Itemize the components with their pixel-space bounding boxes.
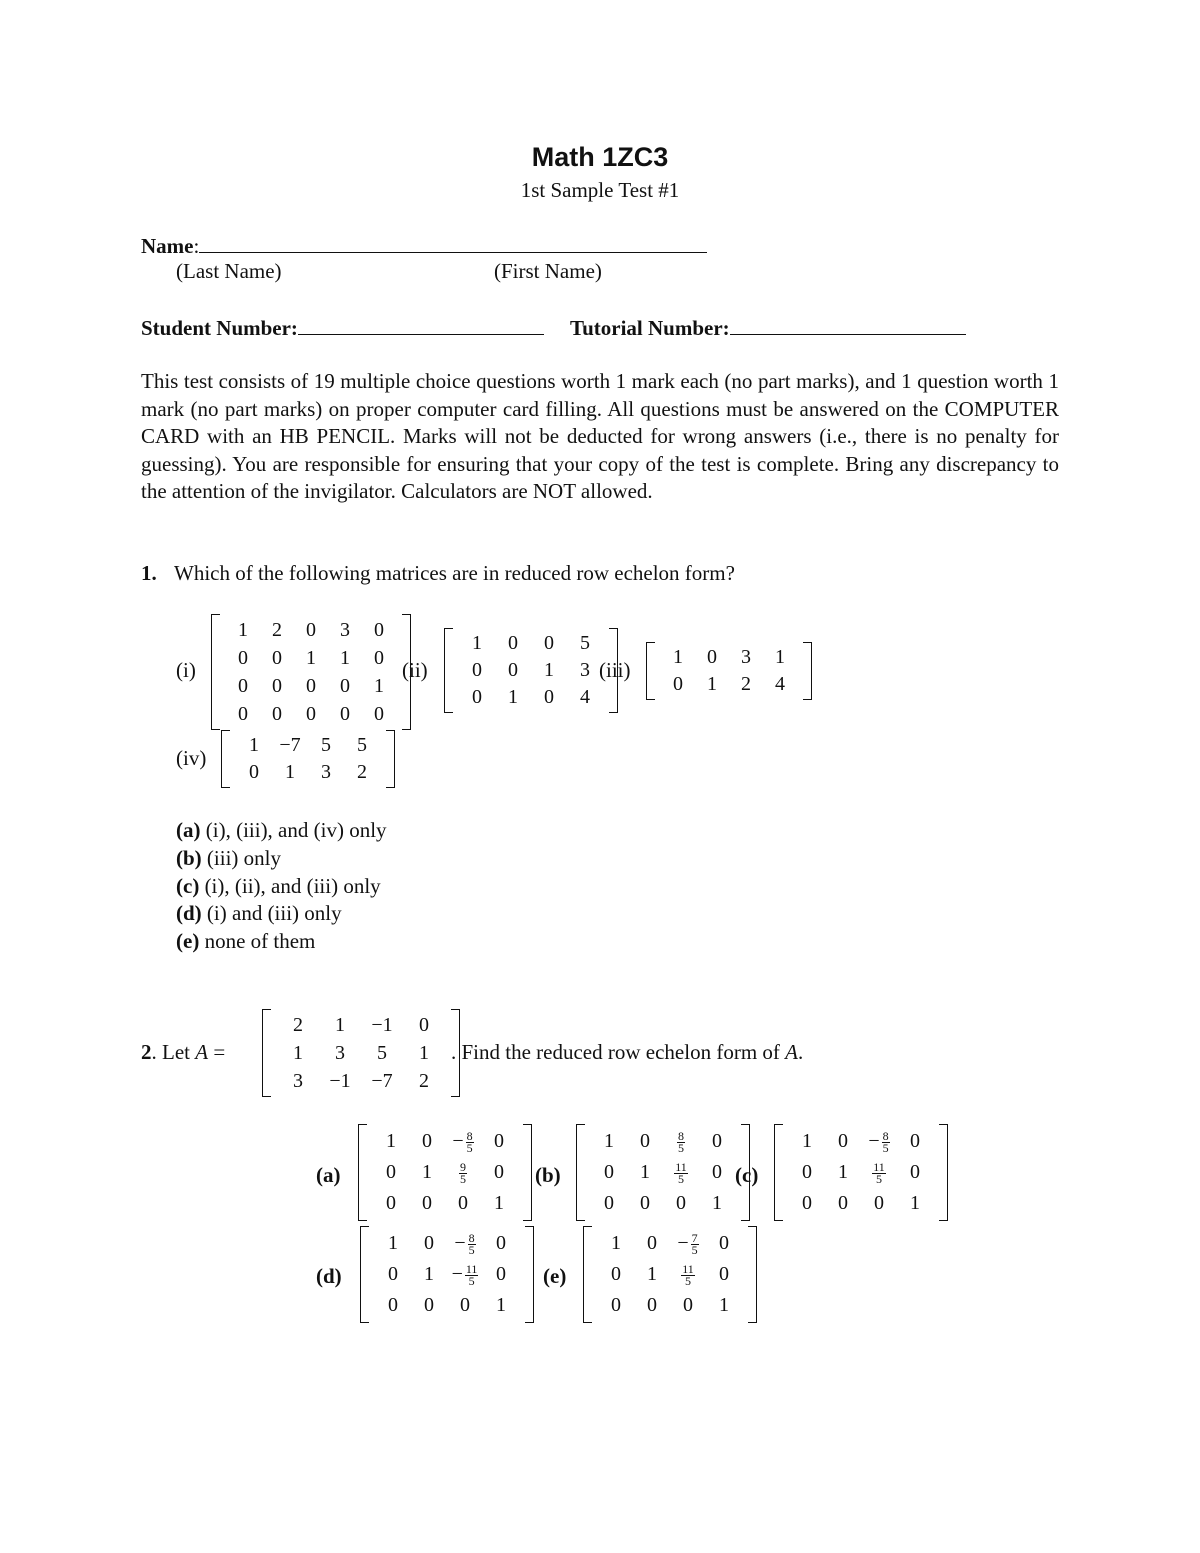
q1-matrix-iii-right-bracket [803,642,812,700]
q2-option-b-matrix-cell-r3c1: 0 [604,1192,614,1214]
q2-option-c-matrix-cell-r1c4: 0 [910,1130,920,1152]
q2-option-b-matrix-cell-r3c2: 0 [640,1192,650,1214]
q1-matrix-iii-cell-r2c2: 1 [707,673,717,695]
q2-option-e-matrix[interactable] [583,1226,757,1323]
q2-option-e-matrix-right-bracket [748,1226,757,1323]
q2-option-d-label[interactable]: (d) [316,1264,342,1288]
q1-matrix-ii-cell-r1c4: 5 [580,632,590,654]
student-number-line[interactable] [298,314,544,335]
tutorial-number-label: Tutorial Number: [570,316,730,340]
q2-option-d-matrix-cell-r1c3: − $\frac{8}{5}$ [454,1230,475,1257]
q2-option-e-matrix-cell-r1c4: 0 [719,1232,729,1254]
q2-option-e-matrix-cell-r3c1: 0 [611,1294,621,1316]
q1-matrix-iii [646,642,812,700]
q2-option-e-matrix-cell-r3c3: 0 [683,1294,693,1316]
q1-matrix-i-cell-r1c5: 0 [374,619,384,641]
page-title: Math 1ZC3 [531,142,669,172]
q2-option-e-matrix-cell-r2c4: 0 [719,1263,729,1285]
q2-option-e-matrix-left-bracket [583,1226,592,1323]
q2-option-b-matrix[interactable] [576,1124,750,1221]
q1-matrix-i-cell-r3c2: 0 [272,675,282,697]
q1-matrix-iii-cell-r1c1: 1 [673,646,683,668]
q1-matrix-ii-label: (ii) [402,658,428,682]
q2-option-a-matrix-cell-r3c2: 0 [422,1192,432,1214]
q1-matrix-i-left-bracket [211,614,220,730]
q1-matrix-i-cell-r2c3: 1 [306,647,316,669]
q1-matrix-ii-cell-r2c2: 0 [508,659,518,681]
q2-matrix-a-cell-r2c3: 5 [377,1042,387,1064]
q1-matrix-iv-cell-r1c3: 5 [321,734,331,756]
q2-option-a-matrix-cell-r2c2: 1 [422,1161,432,1183]
q2-option-a-matrix-cell-r3c4: 1 [494,1192,504,1214]
q2-option-a-matrix-cell-r1c3: − $\frac{8}{5}$ [452,1128,473,1155]
instructions-paragraph: This test consists of 19 multiple choice questions worth 1 mark each (no part marks), and 1 question worth 1 mark (no part marks) on proper computer card filling. All questions must be answered on the COMPUTER CARD with an HB PENCIL. Marks will not be deducted for wrong answers (i.e., there is no penalty for guessing). You are responsible for ensuring that your copy of the test is complete. Bring any discrepancy to the attention of the invigilator. Calculators are NOT allowed. [141,369,1059,504]
q2-matrix-a-cell-r2c1: 1 [293,1042,303,1064]
q2-option-d-matrix-cell-r1c1: 1 [388,1232,398,1254]
q2-option-d-matrix-cell-r2c1: 0 [388,1263,398,1285]
q2-option-d-matrix-cell-r1c2: 0 [424,1232,434,1254]
q2-option-a-matrix-cell-r1c2: 0 [422,1130,432,1152]
student-number-label: Student Number: [141,316,298,340]
q2-option-c-label[interactable]: (c) [735,1163,759,1187]
q2-option-e-matrix-cell-r3c2: 0 [647,1294,657,1316]
q2-option-c-matrix-cell-r2c2: 1 [838,1161,848,1183]
q2-option-d-matrix-cell-r2c3: − $\frac{11}{5}$ [451,1261,478,1288]
q2-option-c-matrix-cell-r3c3: 0 [874,1192,884,1214]
q1-matrix-ii-cell-r2c1: 0 [472,659,482,681]
q1-matrix-iii-cell-r1c2: 0 [707,646,717,668]
page-subtitle: 1st Sample Test #1 [520,178,680,202]
q1-matrix-i [211,614,411,730]
q1-matrix-i-cell-r4c3: 0 [306,703,316,725]
q2-option-e-matrix-cell-r2c1: 0 [611,1263,621,1285]
q2-option-e-matrix-cell-r1c3: − $\frac{7}{5}$ [677,1230,698,1257]
q2-option-a-matrix-cell-r1c4: 0 [494,1130,504,1152]
q2-option-b-matrix-cell-r1c4: 0 [712,1130,722,1152]
q1-matrix-iv-cell-r2c2: 1 [285,761,295,783]
q2-option-b-matrix-cell-r3c4: 1 [712,1192,722,1214]
q1-matrix-i-cell-r2c4: 1 [340,647,350,669]
q2-option-c-matrix-cell-r2c1: 0 [802,1161,812,1183]
q2-option-d-matrix[interactable] [360,1226,534,1323]
q1-matrix-i-label: (i) [176,658,196,682]
q1-matrix-iv-cell-r1c2: −7 [279,734,301,756]
question-2-number: 2 [141,1040,152,1064]
q2-option-b-matrix-cell-r1c3: $\frac{8}{5}$ [678,1128,684,1155]
q1-option-d[interactable]: (d) (i) and (iii) only [176,901,342,925]
q2-option-a-matrix-left-bracket [358,1124,367,1221]
q1-matrix-iv-cell-r1c1: 1 [249,734,259,756]
q1-matrix-i-cell-r3c1: 0 [238,675,248,697]
q2-option-c-matrix-cell-r1c3: − $\frac{8}{5}$ [868,1128,889,1155]
q2-option-d-matrix-left-bracket [360,1226,369,1323]
q1-matrix-iv-cell-r2c4: 2 [357,761,367,783]
q2-option-a-matrix-cell-r1c1: 1 [386,1130,396,1152]
q2-option-d-matrix-cell-r3c2: 0 [424,1294,434,1316]
q2-option-b-matrix-cell-r2c4: 0 [712,1161,722,1183]
tutorial-number-line[interactable] [730,314,966,335]
question-1 [141,561,735,586]
question-1-number: 1. [141,561,157,585]
q1-matrix-i-cell-r3c5: 1 [374,675,384,697]
q1-matrix-iv [221,730,395,788]
q1-matrix-iii-label: (iii) [599,658,631,682]
q2-option-e-matrix-cell-r1c2: 0 [647,1232,657,1254]
q1-matrix-i-cell-r4c1: 0 [238,703,248,725]
tutorial-number-field [570,314,966,341]
q2-option-d-matrix-cell-r3c4: 1 [496,1294,506,1316]
q2-option-a-matrix-cell-r2c1: 0 [386,1161,396,1183]
name-field: Name: [141,232,707,259]
q2-option-d-matrix-cell-r1c4: 0 [496,1232,506,1254]
q2-option-d-matrix-cell-r2c2: 1 [424,1263,434,1285]
q2-option-c-matrix[interactable] [774,1124,948,1221]
q2-option-e-label[interactable]: (e) [543,1264,567,1288]
q2-option-b-matrix-left-bracket [576,1124,585,1221]
q2-matrix-a-cell-r2c4: 1 [419,1042,429,1064]
q1-option-a[interactable]: (a) (i), (iii), and (iv) only [176,818,387,842]
q1-matrix-iii-cell-r1c4: 1 [775,646,785,668]
q1-matrix-iv-label: (iv) [176,746,207,770]
q2-matrix-a-cell-r2c2: 3 [335,1042,345,1064]
q2-option-a-label[interactable]: (a) [316,1163,341,1187]
q2-option-d-matrix-cell-r3c3: 0 [460,1294,470,1316]
q2-matrix-a-cell-r3c1: 3 [293,1070,303,1092]
q2-option-a-matrix-cell-r2c4: 0 [494,1161,504,1183]
q2-option-b-matrix-cell-r3c3: 0 [676,1192,686,1214]
q2-option-e-matrix-cell-r2c3: $\frac{11}{5}$ [682,1261,694,1288]
q2-matrix-a [262,1009,460,1097]
q1-matrix-iii-cell-r2c3: 2 [741,673,751,695]
q1-matrix-ii-left-bracket [444,628,453,713]
q1-matrix-iii-cell-r2c1: 0 [673,673,683,695]
question-2-text: . Find the reduced row echelon form of A. [451,1040,804,1064]
q2-option-b-matrix-cell-r2c3: $\frac{11}{5}$ [675,1159,687,1186]
q1-matrix-ii [444,628,618,713]
q1-matrix-i-cell-r3c3: 0 [306,675,316,697]
q1-matrix-i-cell-r4c2: 0 [272,703,282,725]
q1-matrix-i-cell-r4c5: 0 [374,703,384,725]
last-name-caption: (Last Name) [176,259,282,283]
q2-matrix-a-cell-r3c4: 2 [419,1070,429,1092]
q2-option-a-matrix-cell-r3c3: 0 [458,1192,468,1214]
q2-option-a-matrix-cell-r2c3: $\frac{9}{5}$ [460,1159,466,1186]
q1-matrix-iv-left-bracket [221,730,230,788]
q2-option-d-matrix-right-bracket [525,1226,534,1323]
q1-matrix-ii-cell-r1c2: 0 [508,632,518,654]
q1-matrix-ii-cell-r3c2: 1 [508,686,518,708]
q1-matrix-i-cell-r3c4: 0 [340,675,350,697]
q1-matrix-ii-cell-r3c1: 0 [472,686,482,708]
q2-matrix-a-cell-r1c2: 1 [335,1014,345,1036]
q1-matrix-i-cell-r1c2: 2 [272,619,282,641]
q1-matrix-ii-cell-r3c4: 4 [580,686,590,708]
q1-matrix-ii-cell-r2c4: 3 [580,659,590,681]
q2-matrix-a-cell-r1c4: 0 [419,1014,429,1036]
q1-matrix-i-cell-r2c1: 0 [238,647,248,669]
q1-matrix-i-cell-r1c1: 1 [238,619,248,641]
q2-option-e-matrix-cell-r1c1: 1 [611,1232,621,1254]
q2-option-b-matrix-cell-r2c2: 1 [640,1161,650,1183]
q1-matrix-iv-cell-r2c3: 3 [321,761,331,783]
q1-option-e[interactable]: (e) none of them [176,929,316,953]
q1-matrix-i-cell-r4c4: 0 [340,703,350,725]
q1-matrix-iii-cell-r1c3: 3 [741,646,751,668]
q2-matrix-a-cell-r1c3: −1 [371,1014,393,1036]
q2-option-c-matrix-cell-r3c4: 1 [910,1192,920,1214]
q1-matrix-iv-cell-r2c1: 0 [249,761,259,783]
q1-matrix-i-cell-r1c4: 3 [340,619,350,641]
q1-matrix-ii-cell-r3c3: 0 [544,686,554,708]
q2-option-a-matrix-right-bracket [523,1124,532,1221]
q2-option-e-matrix-cell-r3c4: 1 [719,1294,729,1316]
q2-option-e-matrix-cell-r2c2: 1 [647,1263,657,1285]
question-2-stem: 2. Let A = [141,1040,226,1064]
q1-option-b[interactable]: (b) (iii) only [176,846,281,870]
q1-matrix-iv-cell-r1c4: 5 [357,734,367,756]
q2-matrix-a-left-bracket [262,1009,271,1097]
q2-option-d-matrix-cell-r2c4: 0 [496,1263,506,1285]
q1-matrix-i-cell-r1c3: 0 [306,619,316,641]
q1-matrix-ii-cell-r1c1: 1 [472,632,482,654]
q1-matrix-ii-cell-r1c3: 0 [544,632,554,654]
q1-matrix-ii-cell-r2c3: 1 [544,659,554,681]
q2-option-b-matrix-cell-r1c1: 1 [604,1130,614,1152]
q2-option-c-matrix-right-bracket [939,1124,948,1221]
q1-matrix-i-cell-r2c2: 0 [272,647,282,669]
q2-matrix-a-cell-r3c2: −1 [329,1070,351,1092]
q2-option-b-label[interactable]: (b) [535,1163,561,1187]
q2-option-a-matrix[interactable] [358,1124,532,1221]
q2-option-b-matrix-cell-r1c2: 0 [640,1130,650,1152]
name-line[interactable] [199,232,707,253]
question-1-text: Which of the following matrices are in reduced row echelon form? [174,561,735,585]
q1-matrix-i-cell-r2c5: 0 [374,647,384,669]
q2-option-c-matrix-cell-r2c4: 0 [910,1161,920,1183]
q2-option-c-matrix-cell-r3c1: 0 [802,1192,812,1214]
q2-option-c-matrix-cell-r3c2: 0 [838,1192,848,1214]
q1-matrix-iii-cell-r2c4: 4 [775,673,785,695]
q2-option-c-matrix-cell-r2c3: $\frac{11}{5}$ [873,1159,885,1186]
q2-option-d-matrix-cell-r3c1: 0 [388,1294,398,1316]
q2-option-a-matrix-cell-r3c1: 0 [386,1192,396,1214]
q2-option-c-matrix-cell-r1c2: 0 [838,1130,848,1152]
q2-matrix-a-cell-r3c3: −7 [371,1070,393,1092]
q1-matrix-iii-left-bracket [646,642,655,700]
name-label: Name [141,234,194,258]
q2-option-c-matrix-left-bracket [774,1124,783,1221]
q1-option-c[interactable]: (c) (i), (ii), and (iii) only [176,874,381,898]
student-number-field [141,314,544,341]
q2-matrix-a-cell-r1c1: 2 [293,1014,303,1036]
first-name-caption: (First Name) [494,259,602,283]
q1-matrix-iv-right-bracket [386,730,395,788]
q2-option-b-matrix-cell-r2c1: 0 [604,1161,614,1183]
q2-option-c-matrix-cell-r1c1: 1 [802,1130,812,1152]
